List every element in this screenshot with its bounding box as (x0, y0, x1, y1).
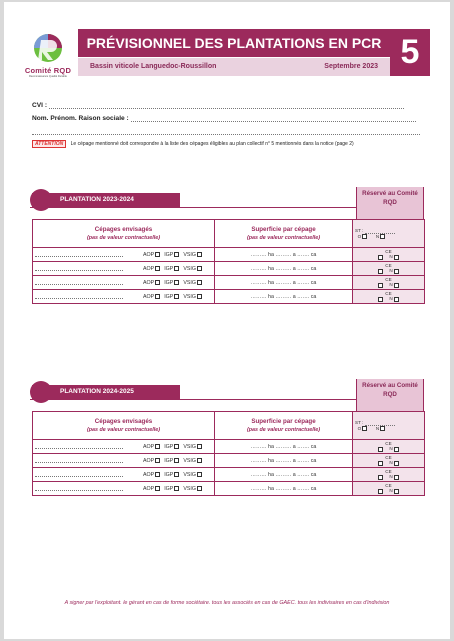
n-checkbox[interactable] (380, 426, 385, 431)
cepage-input[interactable] (35, 280, 123, 285)
plantation-table-1 (32, 219, 425, 304)
section-bullet (30, 381, 52, 403)
st-cell: ST : O N (353, 412, 425, 440)
table-row: AOP IGP VSIG ……… ha ……… a ……. ca CE N (33, 248, 425, 262)
ce-cell: CE N (353, 454, 425, 468)
ce-cell: CE N (353, 440, 425, 454)
date-label: Septembre 2023 (324, 63, 378, 70)
aop-checkbox[interactable] (155, 458, 160, 463)
cvi-field[interactable] (32, 102, 404, 109)
table-row: AOP IGP VSIG ……… ha ……… a ……. ca CE N (33, 290, 425, 304)
table-row: AOP IGP VSIG ……… ha ……… a ……. ca CE N (33, 440, 425, 454)
vsig-checkbox[interactable] (197, 444, 202, 449)
vsig-checkbox[interactable] (197, 266, 202, 271)
subtitle-bar (78, 58, 390, 76)
ce-n-checkbox[interactable] (394, 447, 399, 452)
ce-o-checkbox[interactable] (378, 475, 383, 480)
ce-o-checkbox[interactable] (378, 447, 383, 452)
ce-n-checkbox[interactable] (394, 297, 399, 302)
ce-cell: CE N (353, 482, 425, 496)
section-underline (30, 207, 356, 208)
surface-input[interactable]: ……… ha ……… a ……. ca (215, 482, 353, 496)
st-cell: ST : O N (353, 220, 425, 248)
igp-checkbox[interactable] (174, 266, 179, 271)
section-title: PLANTATION 2023-2024 (32, 193, 180, 207)
vsig-checkbox[interactable] (197, 280, 202, 285)
cepage-input[interactable] (35, 252, 123, 257)
surface-input[interactable]: ……… ha ……… a ……. ca (215, 262, 353, 276)
ce-o-checkbox[interactable] (378, 269, 383, 274)
name-field[interactable] (32, 115, 416, 122)
aop-checkbox[interactable] (155, 266, 160, 271)
cvi-label: CVI : (32, 102, 48, 109)
extra-input-line[interactable] (32, 128, 420, 135)
aop-checkbox[interactable] (155, 486, 160, 491)
ce-o-checkbox[interactable] (378, 461, 383, 466)
surface-input[interactable]: ……… ha ……… a ……. ca (215, 468, 353, 482)
section-underline (30, 399, 356, 400)
aop-checkbox[interactable] (155, 444, 160, 449)
ce-o-checkbox[interactable] (378, 255, 383, 260)
ce-cell: CE N (353, 248, 425, 262)
aop-checkbox[interactable] (155, 472, 160, 477)
cvi-input-line[interactable] (49, 102, 404, 109)
igp-checkbox[interactable] (174, 280, 179, 285)
reserve-header: Réservé au Comité RQD (356, 187, 424, 219)
logo-name: Comité RQD (24, 66, 72, 75)
vsig-checkbox[interactable] (197, 252, 202, 257)
table-row: AOP IGP VSIG ……… ha ……… a ……. ca CE N (33, 276, 425, 290)
n-checkbox[interactable] (380, 234, 385, 239)
ce-o-checkbox[interactable] (378, 283, 383, 288)
cepages-header: Cépages envisagés (pas de valeur contractuelle) (33, 220, 215, 248)
section-bullet (30, 189, 52, 211)
document-title: PRÉVISIONNEL DES PLANTATIONS EN PCR (78, 29, 390, 57)
vsig-checkbox[interactable] (197, 294, 202, 299)
igp-checkbox[interactable] (174, 458, 179, 463)
extra-field[interactable] (32, 128, 420, 135)
ce-n-checkbox[interactable] (394, 489, 399, 494)
igp-checkbox[interactable] (174, 252, 179, 257)
ce-n-checkbox[interactable] (394, 255, 399, 260)
igp-checkbox[interactable] (174, 294, 179, 299)
ce-cell: CE N (353, 468, 425, 482)
table-row: AOP IGP VSIG ……… ha ……… a ……. ca CE N (33, 454, 425, 468)
ce-o-checkbox[interactable] (378, 489, 383, 494)
aop-checkbox[interactable] (155, 294, 160, 299)
igp-checkbox[interactable] (174, 486, 179, 491)
o-checkbox[interactable] (362, 234, 367, 239)
warning-note (32, 140, 354, 148)
surface-header: Superficie par cépage (pas de valeur contractuelle) (215, 220, 353, 248)
cepages-header: Cépages envisagés (pas de valeur contractuelle) (33, 412, 215, 440)
ce-n-checkbox[interactable] (394, 269, 399, 274)
warning-text: Le cépage mentionné doit correspondre à la liste des cépages éligibles au plan collectif n° 5 mentionnés dans la notice (page 2) (70, 141, 354, 147)
surface-input[interactable]: ……… ha ……… a ……. ca (215, 440, 353, 454)
ce-o-checkbox[interactable] (378, 297, 383, 302)
plantation-table-2 (32, 411, 425, 496)
igp-checkbox[interactable] (174, 472, 179, 477)
table-row: AOP IGP VSIG ……… ha ……… a ……. ca CE N (33, 262, 425, 276)
cepage-input[interactable] (35, 486, 123, 491)
ce-cell: CE N (353, 290, 425, 304)
table-header-row (33, 412, 425, 440)
cepage-input[interactable] (35, 444, 123, 449)
table-header-row (33, 220, 425, 248)
vsig-checkbox[interactable] (197, 472, 202, 477)
plan-number: 5 (390, 29, 430, 76)
cepage-input[interactable] (35, 266, 123, 271)
name-label: Nom. Prénom. Raison sociale : (32, 115, 129, 122)
logo-tagline: Reconnaissance Qualité Durable (29, 75, 67, 78)
vsig-checkbox[interactable] (197, 486, 202, 491)
surface-input[interactable]: ……… ha ……… a ……. ca (215, 454, 353, 468)
ce-n-checkbox[interactable] (394, 475, 399, 480)
surface-input[interactable]: ……… ha ……… a ……. ca (215, 248, 353, 262)
cepage-input[interactable] (35, 294, 123, 299)
surface-header: Superficie par cépage (pas de valeur contractuelle) (215, 412, 353, 440)
cepage-input[interactable] (35, 472, 123, 477)
surface-input[interactable]: ……… ha ……… a ……. ca (215, 290, 353, 304)
aop-checkbox[interactable] (155, 280, 160, 285)
name-input-line[interactable] (131, 115, 416, 122)
form-page (4, 2, 450, 639)
surface-input[interactable]: ……… ha ……… a ……. ca (215, 276, 353, 290)
vsig-checkbox[interactable] (197, 458, 202, 463)
ce-n-checkbox[interactable] (394, 461, 399, 466)
igp-checkbox[interactable] (174, 444, 179, 449)
reserve-header: Réservé au Comité RQD (356, 379, 424, 411)
ce-n-checkbox[interactable] (394, 283, 399, 288)
o-checkbox[interactable] (362, 426, 367, 431)
signature-note: A signer par l'exploitant. le gérant en cas de forme sociétaire. tous les associés en cas de GAEC. tous les indivisaires en cas d'indivision (64, 600, 390, 606)
table-row: AOP IGP VSIG ……… ha ……… a ……. ca CE N (33, 482, 425, 496)
section-title: PLANTATION 2024-2025 (32, 385, 180, 399)
ce-cell: CE N (353, 276, 425, 290)
table-row: AOP IGP VSIG ……… ha ……… a ……. ca CE N (33, 468, 425, 482)
cepage-input[interactable] (35, 458, 123, 463)
ce-cell: CE N (353, 262, 425, 276)
region-label: Bassin viticole Languedoc-Roussillon (90, 63, 217, 70)
warning-badge: ATTENTION (32, 140, 66, 148)
aop-checkbox[interactable] (155, 252, 160, 257)
